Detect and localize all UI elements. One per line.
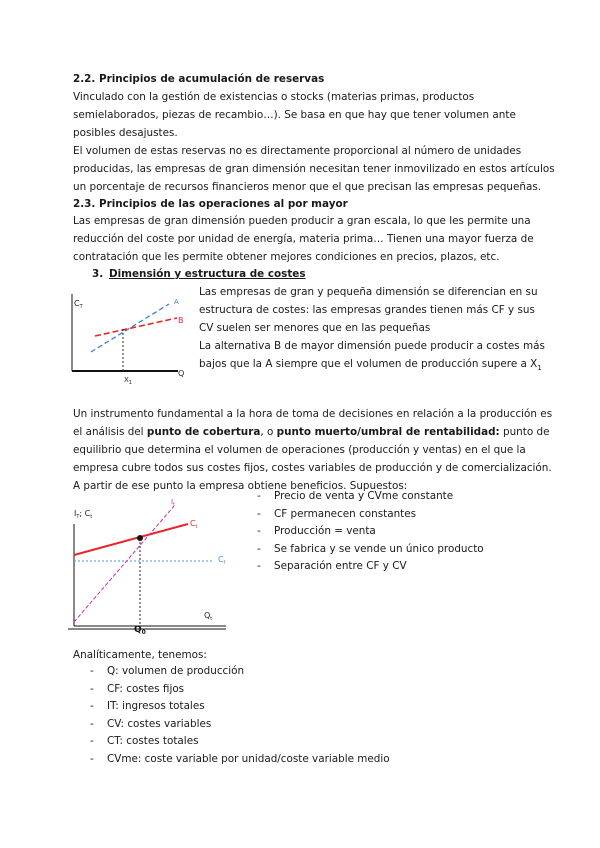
list-item-text: Q: volumen de producción bbox=[107, 665, 245, 677]
assumption-item bbox=[257, 541, 484, 559]
section-22-line: Vinculado con la gestión de existencias o stocks (materias primas, productos bbox=[73, 91, 475, 103]
chart2-y-label: $I_T$; $C_t$ bbox=[74, 509, 93, 520]
ct-line bbox=[74, 524, 188, 555]
assumption-item bbox=[257, 558, 484, 576]
line-a bbox=[91, 304, 169, 352]
list-item-text: CV: costes variables bbox=[107, 717, 212, 730]
section-23-line: contratación que les permite obtener mejores condiciones en precios, plazos, etc. bbox=[73, 251, 500, 263]
list-dash: - bbox=[90, 717, 94, 730]
breakeven-line: A partir de ese punto la empresa obtiene beneficios. Supuestos: bbox=[73, 480, 408, 492]
section-22-line: semielaborados, piezas de recambio…). Se basa en que hay que tener volumen ante bbox=[73, 109, 516, 121]
section-22-line: un porcentaje de recursos financieros menor que el que precisan las empresas pequeñas. bbox=[73, 181, 542, 193]
assumption-item bbox=[257, 523, 484, 541]
chart1-x1-label: $X_1$ bbox=[124, 376, 132, 386]
breakeven-term-punto-muerto: punto muerto/umbral de rentabilidad: bbox=[276, 426, 500, 438]
analytic-intro: Analíticamente, tenemos: bbox=[73, 649, 207, 661]
line-b bbox=[95, 318, 177, 336]
list-item-text: CF: costes fijos bbox=[107, 682, 185, 695]
breakeven-line: empresa cubre todos sus costes fijos, costes variables de producción y de comercialización. bbox=[73, 462, 552, 474]
section-22-heading: 2.2. Principios de acumulación de reservas bbox=[73, 73, 325, 85]
analytic-item bbox=[90, 716, 390, 734]
list-dash: - bbox=[90, 735, 94, 748]
breakeven-text: , o bbox=[260, 426, 277, 438]
section-3-heading: Dimensión y estructura de costes bbox=[109, 268, 306, 280]
breakeven-line: equilibrio que determina el volumen de operaciones (producción y ventas) en el que la bbox=[73, 444, 526, 456]
breakeven-term-cobertura: punto de cobertura bbox=[146, 426, 261, 438]
section-3-line: Las empresas de gran y pequeña dimensión se diferencian en su bbox=[199, 286, 538, 298]
list-dash: - bbox=[257, 490, 261, 502]
section-3-subscript: 1 bbox=[537, 364, 542, 373]
analytic-item bbox=[90, 681, 390, 699]
assumptions-list bbox=[257, 488, 484, 576]
chart2-q0-label: $Q_0$ bbox=[134, 625, 146, 636]
breakeven-text: punto de bbox=[499, 426, 550, 438]
list-item-text: Se fabrica y se vende un único producto bbox=[274, 542, 484, 555]
assumption-item bbox=[257, 506, 484, 524]
list-dash: - bbox=[90, 752, 94, 765]
breakeven-text: el análisis del bbox=[73, 426, 147, 438]
section-22-line: producidas, las empresas de gran dimensión necesitan tener inmovilizado en estos artículos bbox=[73, 163, 555, 175]
analytic-list bbox=[90, 663, 390, 769]
list-dash: - bbox=[90, 700, 94, 713]
list-item-text: Separación entre CF y CV bbox=[274, 560, 407, 573]
assumption-item bbox=[257, 488, 484, 506]
list-item-text: IT: ingresos totales bbox=[107, 700, 205, 713]
section-3-line-text: bajos que la A siempre que el volumen de producción supere a X bbox=[199, 358, 538, 370]
chart2-ct-label: $C_t$ bbox=[190, 519, 198, 530]
analytic-item bbox=[90, 663, 390, 681]
analytic-item bbox=[90, 698, 390, 716]
list-dash: - bbox=[90, 682, 94, 695]
list-dash: - bbox=[90, 665, 94, 677]
section-23-line: Las empresas de gran dimensión pueden producir a gran escala, lo que les permite una bbox=[73, 215, 531, 227]
list-item-text: Precio de venta y CVme constante bbox=[274, 490, 454, 502]
section-3-line-last bbox=[199, 355, 542, 377]
cost-structure-chart bbox=[70, 290, 198, 390]
list-item-text: CVme: coste variable por unidad/coste variable medio bbox=[107, 752, 390, 765]
section-3-line: La alternativa B de mayor dimensión puede producir a costes más bbox=[199, 340, 545, 352]
section-3-line: CV suelen ser menores que en las pequeñas bbox=[199, 322, 431, 334]
chart2-it-label: $I_t$ bbox=[171, 498, 176, 508]
analytic-item bbox=[90, 751, 390, 769]
chart1-x-label: Q bbox=[178, 369, 185, 378]
list-dash: - bbox=[257, 560, 261, 573]
section-3-number: 3. bbox=[92, 268, 104, 280]
section-23-line: reducción del coste por unidad de energía, materia prima… Tienen una mayor fuerza de bbox=[73, 233, 534, 245]
chart2-x-label: $Q_t$ bbox=[204, 611, 213, 622]
chart2-cf-label: $C_f$ bbox=[218, 555, 226, 566]
section-3-line: estructura de costes: las empresas grandes tienen más CF y sus bbox=[199, 304, 535, 316]
breakeven-point bbox=[137, 535, 143, 541]
analytic-item bbox=[90, 733, 390, 751]
section-22-line: El volumen de estas reservas no es directamente proporcional al número de unidades bbox=[73, 145, 522, 157]
list-dash: - bbox=[257, 507, 261, 520]
chart1-y-label: $C_T$ bbox=[74, 299, 83, 310]
list-item-text: CT: costes totales bbox=[107, 735, 199, 748]
breakeven-chart bbox=[64, 496, 244, 636]
list-dash: - bbox=[257, 542, 261, 555]
chart1-label-a: A bbox=[174, 298, 179, 306]
section-22-line: posibles desajustes. bbox=[73, 127, 178, 139]
chart1-label-b: B bbox=[178, 316, 184, 325]
breakeven-line-2 bbox=[73, 423, 549, 441]
it-line bbox=[74, 506, 174, 622]
list-item-text: CF permanecen constantes bbox=[274, 507, 417, 520]
list-item-text: Producción = venta bbox=[274, 525, 376, 538]
section-23-heading: 2.3. Principios de las operaciones al por mayor bbox=[73, 198, 348, 210]
breakeven-line: Un instrumento fundamental a la hora de toma de decisiones en relación a la producción es bbox=[73, 408, 553, 420]
list-dash: - bbox=[257, 525, 261, 538]
